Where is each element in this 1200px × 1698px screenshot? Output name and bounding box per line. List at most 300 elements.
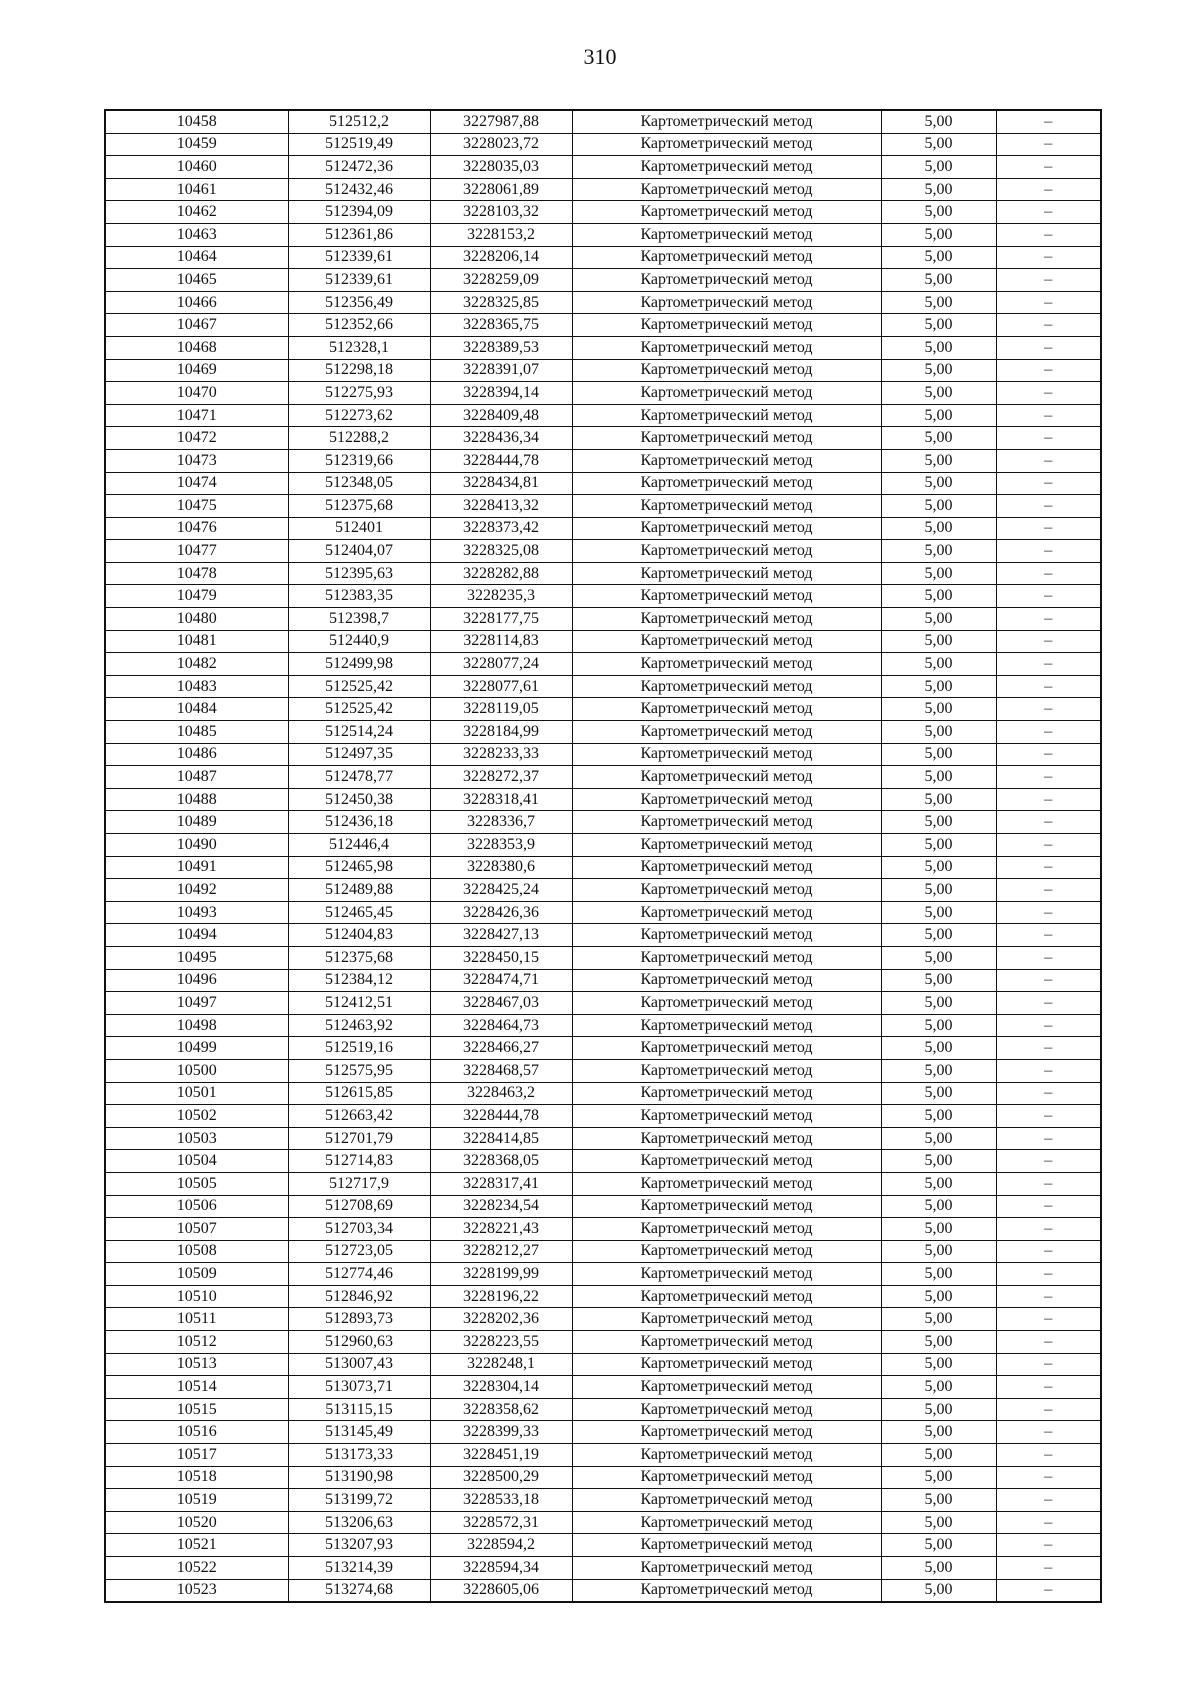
method-cell: Картометрический метод (572, 1127, 881, 1150)
point-number-cell: 10514 (105, 1376, 288, 1399)
accuracy-cell: 5,00 (881, 133, 996, 156)
accuracy-cell: 5,00 (881, 1353, 996, 1376)
point-number-cell: 10495 (105, 946, 288, 969)
x-coordinate-cell: 512352,66 (288, 314, 430, 337)
x-coordinate-cell: 512275,93 (288, 382, 430, 405)
note-cell: – (996, 1082, 1101, 1105)
method-cell: Картометрический метод (572, 585, 881, 608)
x-coordinate-cell: 513199,72 (288, 1489, 430, 1512)
note-cell: – (996, 585, 1101, 608)
accuracy-cell: 5,00 (881, 1082, 996, 1105)
point-number-cell: 10462 (105, 201, 288, 224)
note-cell: – (996, 1534, 1101, 1557)
note-cell: – (996, 472, 1101, 495)
point-number-cell: 10472 (105, 427, 288, 450)
note-cell: – (996, 608, 1101, 631)
accuracy-cell: 5,00 (881, 946, 996, 969)
y-coordinate-cell: 3228233,33 (430, 743, 572, 766)
table-row (105, 675, 1101, 698)
table-row (105, 1172, 1101, 1195)
point-number-cell: 10473 (105, 449, 288, 472)
point-number-cell: 10519 (105, 1489, 288, 1512)
table-row (105, 1127, 1101, 1150)
table-row (105, 811, 1101, 834)
y-coordinate-cell: 3228533,18 (430, 1489, 572, 1512)
note-cell: – (996, 427, 1101, 450)
accuracy-cell: 5,00 (881, 359, 996, 382)
accuracy-cell: 5,00 (881, 540, 996, 563)
method-cell: Картометрический метод (572, 1376, 881, 1399)
table-row (105, 1218, 1101, 1241)
point-number-cell: 10506 (105, 1195, 288, 1218)
x-coordinate-cell: 512348,05 (288, 472, 430, 495)
accuracy-cell: 5,00 (881, 1037, 996, 1060)
accuracy-cell: 5,00 (881, 630, 996, 653)
y-coordinate-cell: 3227987,88 (430, 110, 572, 133)
x-coordinate-cell: 512499,98 (288, 653, 430, 676)
note-cell: – (996, 1150, 1101, 1173)
x-coordinate-cell: 512663,42 (288, 1105, 430, 1128)
point-number-cell: 10478 (105, 562, 288, 585)
note-cell: – (996, 788, 1101, 811)
method-cell: Картометрический метод (572, 1353, 881, 1376)
table-row (105, 1557, 1101, 1580)
note-cell: – (996, 246, 1101, 269)
x-coordinate-cell: 512446,4 (288, 834, 430, 857)
table-row (105, 246, 1101, 269)
y-coordinate-cell: 3228282,88 (430, 562, 572, 585)
method-cell: Картометрический метод (572, 834, 881, 857)
table-row (105, 924, 1101, 947)
accuracy-cell: 5,00 (881, 1105, 996, 1128)
y-coordinate-cell: 3228414,85 (430, 1127, 572, 1150)
x-coordinate-cell: 513274,68 (288, 1579, 430, 1602)
y-coordinate-cell: 3228234,54 (430, 1195, 572, 1218)
y-coordinate-cell: 3228325,08 (430, 540, 572, 563)
x-coordinate-cell: 512478,77 (288, 766, 430, 789)
x-coordinate-cell: 512394,09 (288, 201, 430, 224)
x-coordinate-cell: 512519,49 (288, 133, 430, 156)
x-coordinate-cell: 513206,63 (288, 1511, 430, 1534)
table-row (105, 178, 1101, 201)
accuracy-cell: 5,00 (881, 698, 996, 721)
note-cell: – (996, 1557, 1101, 1580)
x-coordinate-cell: 512288,2 (288, 427, 430, 450)
table-row (105, 901, 1101, 924)
accuracy-cell: 5,00 (881, 336, 996, 359)
x-coordinate-cell: 513145,49 (288, 1421, 430, 1444)
method-cell: Картометрический метод (572, 1263, 881, 1286)
method-cell: Картометрический метод (572, 1105, 881, 1128)
method-cell: Картометрический метод (572, 946, 881, 969)
note-cell: – (996, 495, 1101, 518)
y-coordinate-cell: 3228434,81 (430, 472, 572, 495)
y-coordinate-cell: 3228594,34 (430, 1557, 572, 1580)
point-number-cell: 10513 (105, 1353, 288, 1376)
point-number-cell: 10517 (105, 1444, 288, 1467)
point-number-cell: 10497 (105, 992, 288, 1015)
x-coordinate-cell: 513073,71 (288, 1376, 430, 1399)
point-number-cell: 10516 (105, 1421, 288, 1444)
accuracy-cell: 5,00 (881, 246, 996, 269)
accuracy-cell: 5,00 (881, 562, 996, 585)
note-cell: – (996, 879, 1101, 902)
x-coordinate-cell: 512273,62 (288, 404, 430, 427)
y-coordinate-cell: 3228235,3 (430, 585, 572, 608)
page-number: 310 (583, 44, 617, 69)
note-cell: – (996, 223, 1101, 246)
table-row (105, 1489, 1101, 1512)
method-cell: Картометрический метод (572, 178, 881, 201)
point-number-cell: 10510 (105, 1285, 288, 1308)
point-number-cell: 10505 (105, 1172, 288, 1195)
x-coordinate-cell: 512615,85 (288, 1082, 430, 1105)
x-coordinate-cell: 512960,63 (288, 1331, 430, 1354)
point-number-cell: 10466 (105, 291, 288, 314)
note-cell: – (996, 517, 1101, 540)
accuracy-cell: 5,00 (881, 969, 996, 992)
y-coordinate-cell: 3228202,36 (430, 1308, 572, 1331)
table-row (105, 1105, 1101, 1128)
accuracy-cell: 5,00 (881, 472, 996, 495)
y-coordinate-cell: 3228365,75 (430, 314, 572, 337)
y-coordinate-cell: 3228206,14 (430, 246, 572, 269)
note-cell: – (996, 133, 1101, 156)
x-coordinate-cell: 512384,12 (288, 969, 430, 992)
note-cell: – (996, 178, 1101, 201)
y-coordinate-cell: 3228177,75 (430, 608, 572, 631)
table-row (105, 1579, 1101, 1602)
y-coordinate-cell: 3228114,83 (430, 630, 572, 653)
method-cell: Картометрический метод (572, 314, 881, 337)
method-cell: Картометрический метод (572, 133, 881, 156)
table-row (105, 1466, 1101, 1489)
accuracy-cell: 5,00 (881, 1195, 996, 1218)
accuracy-cell: 5,00 (881, 743, 996, 766)
point-number-cell: 10481 (105, 630, 288, 653)
x-coordinate-cell: 512703,34 (288, 1218, 430, 1241)
accuracy-cell: 5,00 (881, 449, 996, 472)
y-coordinate-cell: 3228317,41 (430, 1172, 572, 1195)
table-row (105, 1376, 1101, 1399)
x-coordinate-cell: 512328,1 (288, 336, 430, 359)
accuracy-cell: 5,00 (881, 1534, 996, 1557)
note-cell: – (996, 1218, 1101, 1241)
method-cell: Картометрический метод (572, 1172, 881, 1195)
point-number-cell: 10503 (105, 1127, 288, 1150)
table-body (105, 110, 1101, 1602)
point-number-cell: 10460 (105, 156, 288, 179)
table-row (105, 1511, 1101, 1534)
accuracy-cell: 5,00 (881, 901, 996, 924)
table-row (105, 1240, 1101, 1263)
method-cell: Картометрический метод (572, 223, 881, 246)
point-number-cell: 10458 (105, 110, 288, 133)
x-coordinate-cell: 512450,38 (288, 788, 430, 811)
x-coordinate-cell: 512404,83 (288, 924, 430, 947)
point-number-cell: 10498 (105, 1014, 288, 1037)
point-number-cell: 10480 (105, 608, 288, 631)
accuracy-cell: 5,00 (881, 721, 996, 744)
table-row (105, 540, 1101, 563)
y-coordinate-cell: 3228467,03 (430, 992, 572, 1015)
y-coordinate-cell: 3228468,57 (430, 1059, 572, 1082)
method-cell: Картометрический метод (572, 336, 881, 359)
y-coordinate-cell: 3228272,37 (430, 766, 572, 789)
accuracy-cell: 5,00 (881, 314, 996, 337)
x-coordinate-cell: 512708,69 (288, 1195, 430, 1218)
note-cell: – (996, 924, 1101, 947)
table-row (105, 1195, 1101, 1218)
note-cell: – (996, 1308, 1101, 1331)
note-cell: – (996, 562, 1101, 585)
x-coordinate-cell: 512383,35 (288, 585, 430, 608)
y-coordinate-cell: 3228463,2 (430, 1082, 572, 1105)
point-number-cell: 10488 (105, 788, 288, 811)
accuracy-cell: 5,00 (881, 811, 996, 834)
method-cell: Картометрический метод (572, 1059, 881, 1082)
note-cell: – (996, 1444, 1101, 1467)
point-number-cell: 10471 (105, 404, 288, 427)
x-coordinate-cell: 512465,98 (288, 856, 430, 879)
table-row (105, 1059, 1101, 1082)
point-number-cell: 10508 (105, 1240, 288, 1263)
note-cell: – (996, 156, 1101, 179)
y-coordinate-cell: 3228061,89 (430, 178, 572, 201)
point-number-cell: 10511 (105, 1308, 288, 1331)
accuracy-cell: 5,00 (881, 1579, 996, 1602)
note-cell: – (996, 540, 1101, 563)
note-cell: – (996, 1172, 1101, 1195)
method-cell: Картометрический метод (572, 472, 881, 495)
method-cell: Картометрический метод (572, 110, 881, 133)
point-number-cell: 10463 (105, 223, 288, 246)
point-number-cell: 10470 (105, 382, 288, 405)
table-row (105, 1082, 1101, 1105)
table-row (105, 1150, 1101, 1173)
note-cell: – (996, 856, 1101, 879)
accuracy-cell: 5,00 (881, 178, 996, 201)
y-coordinate-cell: 3228212,27 (430, 1240, 572, 1263)
note-cell: – (996, 110, 1101, 133)
table-row (105, 766, 1101, 789)
point-number-cell: 10502 (105, 1105, 288, 1128)
accuracy-cell: 5,00 (881, 653, 996, 676)
x-coordinate-cell: 512463,92 (288, 1014, 430, 1037)
method-cell: Картометрический метод (572, 901, 881, 924)
accuracy-cell: 5,00 (881, 1557, 996, 1580)
point-number-cell: 10489 (105, 811, 288, 834)
accuracy-cell: 5,00 (881, 1059, 996, 1082)
x-coordinate-cell: 512723,05 (288, 1240, 430, 1263)
y-coordinate-cell: 3228594,2 (430, 1534, 572, 1557)
accuracy-cell: 5,00 (881, 223, 996, 246)
y-coordinate-cell: 3228077,61 (430, 675, 572, 698)
note-cell: – (996, 698, 1101, 721)
note-cell: – (996, 1263, 1101, 1286)
accuracy-cell: 5,00 (881, 1489, 996, 1512)
note-cell: – (996, 1466, 1101, 1489)
point-number-cell: 10522 (105, 1557, 288, 1580)
method-cell: Картометрический метод (572, 675, 881, 698)
point-number-cell: 10501 (105, 1082, 288, 1105)
method-cell: Картометрический метод (572, 1308, 881, 1331)
method-cell: Картометрический метод (572, 427, 881, 450)
note-cell: – (996, 449, 1101, 472)
method-cell: Картометрический метод (572, 404, 881, 427)
y-coordinate-cell: 3228426,36 (430, 901, 572, 924)
table-row (105, 562, 1101, 585)
accuracy-cell: 5,00 (881, 1331, 996, 1354)
method-cell: Картометрический метод (572, 743, 881, 766)
accuracy-cell: 5,00 (881, 291, 996, 314)
table-row (105, 517, 1101, 540)
y-coordinate-cell: 3228077,24 (430, 653, 572, 676)
method-cell: Картометрический метод (572, 879, 881, 902)
point-number-cell: 10490 (105, 834, 288, 857)
table-row (105, 382, 1101, 405)
y-coordinate-cell: 3228358,62 (430, 1398, 572, 1421)
note-cell: – (996, 1579, 1101, 1602)
point-number-cell: 10467 (105, 314, 288, 337)
table-row (105, 291, 1101, 314)
y-coordinate-cell: 3228223,55 (430, 1331, 572, 1354)
method-cell: Картометрический метод (572, 1195, 881, 1218)
point-number-cell: 10500 (105, 1059, 288, 1082)
table-row (105, 427, 1101, 450)
x-coordinate-cell: 512893,73 (288, 1308, 430, 1331)
x-coordinate-cell: 512395,63 (288, 562, 430, 585)
x-coordinate-cell: 513214,39 (288, 1557, 430, 1580)
table-row (105, 1353, 1101, 1376)
table-row (105, 495, 1101, 518)
y-coordinate-cell: 3228425,24 (430, 879, 572, 902)
accuracy-cell: 5,00 (881, 156, 996, 179)
note-cell: – (996, 992, 1101, 1015)
point-number-cell: 10468 (105, 336, 288, 359)
table-row (105, 314, 1101, 337)
x-coordinate-cell: 512375,68 (288, 495, 430, 518)
accuracy-cell: 5,00 (881, 608, 996, 631)
y-coordinate-cell: 3228500,29 (430, 1466, 572, 1489)
method-cell: Картометрический метод (572, 359, 881, 382)
table-row (105, 946, 1101, 969)
method-cell: Картометрический метод (572, 969, 881, 992)
table-row (105, 1534, 1101, 1557)
point-number-cell: 10494 (105, 924, 288, 947)
note-cell: – (996, 946, 1101, 969)
table-row (105, 110, 1101, 133)
accuracy-cell: 5,00 (881, 766, 996, 789)
table-row (105, 472, 1101, 495)
method-cell: Картометрический метод (572, 1489, 881, 1512)
table-row (105, 1037, 1101, 1060)
point-number-cell: 10483 (105, 675, 288, 698)
note-cell: – (996, 1014, 1101, 1037)
method-cell: Картометрический метод (572, 1150, 881, 1173)
accuracy-cell: 5,00 (881, 1240, 996, 1263)
method-cell: Картометрический метод (572, 517, 881, 540)
y-coordinate-cell: 3228436,34 (430, 427, 572, 450)
point-number-cell: 10518 (105, 1466, 288, 1489)
y-coordinate-cell: 3228318,41 (430, 788, 572, 811)
method-cell: Картометрический метод (572, 992, 881, 1015)
point-number-cell: 10464 (105, 246, 288, 269)
y-coordinate-cell: 3228353,9 (430, 834, 572, 857)
note-cell: – (996, 404, 1101, 427)
point-number-cell: 10491 (105, 856, 288, 879)
y-coordinate-cell: 3228391,07 (430, 359, 572, 382)
x-coordinate-cell: 512401 (288, 517, 430, 540)
y-coordinate-cell: 3228450,15 (430, 946, 572, 969)
accuracy-cell: 5,00 (881, 495, 996, 518)
y-coordinate-cell: 3228184,99 (430, 721, 572, 744)
table-row (105, 1398, 1101, 1421)
accuracy-cell: 5,00 (881, 1127, 996, 1150)
method-cell: Картометрический метод (572, 1331, 881, 1354)
point-number-cell: 10492 (105, 879, 288, 902)
x-coordinate-cell: 512472,36 (288, 156, 430, 179)
x-coordinate-cell: 512412,51 (288, 992, 430, 1015)
note-cell: – (996, 1240, 1101, 1263)
method-cell: Картометрический метод (572, 1444, 881, 1467)
table-row (105, 133, 1101, 156)
y-coordinate-cell: 3228409,48 (430, 404, 572, 427)
y-coordinate-cell: 3228399,33 (430, 1421, 572, 1444)
table-row (105, 585, 1101, 608)
accuracy-cell: 5,00 (881, 834, 996, 857)
method-cell: Картометрический метод (572, 246, 881, 269)
accuracy-cell: 5,00 (881, 1421, 996, 1444)
accuracy-cell: 5,00 (881, 1263, 996, 1286)
accuracy-cell: 5,00 (881, 924, 996, 947)
y-coordinate-cell: 3228248,1 (430, 1353, 572, 1376)
method-cell: Картометрический метод (572, 1511, 881, 1534)
x-coordinate-cell: 512575,95 (288, 1059, 430, 1082)
table-row (105, 1331, 1101, 1354)
table-row (105, 1285, 1101, 1308)
table-row (105, 788, 1101, 811)
point-number-cell: 10475 (105, 495, 288, 518)
method-cell: Картометрический метод (572, 382, 881, 405)
accuracy-cell: 5,00 (881, 201, 996, 224)
table-row (105, 1444, 1101, 1467)
point-number-cell: 10499 (105, 1037, 288, 1060)
method-cell: Картометрический метод (572, 1218, 881, 1241)
table-row (105, 359, 1101, 382)
x-coordinate-cell: 513115,15 (288, 1398, 430, 1421)
y-coordinate-cell: 3228464,73 (430, 1014, 572, 1037)
method-cell: Картометрический метод (572, 1240, 881, 1263)
accuracy-cell: 5,00 (881, 1150, 996, 1173)
point-number-cell: 10509 (105, 1263, 288, 1286)
method-cell: Картометрический метод (572, 201, 881, 224)
accuracy-cell: 5,00 (881, 1172, 996, 1195)
point-number-cell: 10465 (105, 269, 288, 292)
y-coordinate-cell: 3228035,03 (430, 156, 572, 179)
method-cell: Картометрический метод (572, 291, 881, 314)
method-cell: Картометрический метод (572, 1466, 881, 1489)
table-row (105, 1014, 1101, 1037)
point-number-cell: 10486 (105, 743, 288, 766)
note-cell: – (996, 291, 1101, 314)
x-coordinate-cell: 512436,18 (288, 811, 430, 834)
accuracy-cell: 5,00 (881, 992, 996, 1015)
method-cell: Картометрический метод (572, 1421, 881, 1444)
x-coordinate-cell: 513207,93 (288, 1534, 430, 1557)
table-row (105, 743, 1101, 766)
method-cell: Картометрический метод (572, 1534, 881, 1557)
